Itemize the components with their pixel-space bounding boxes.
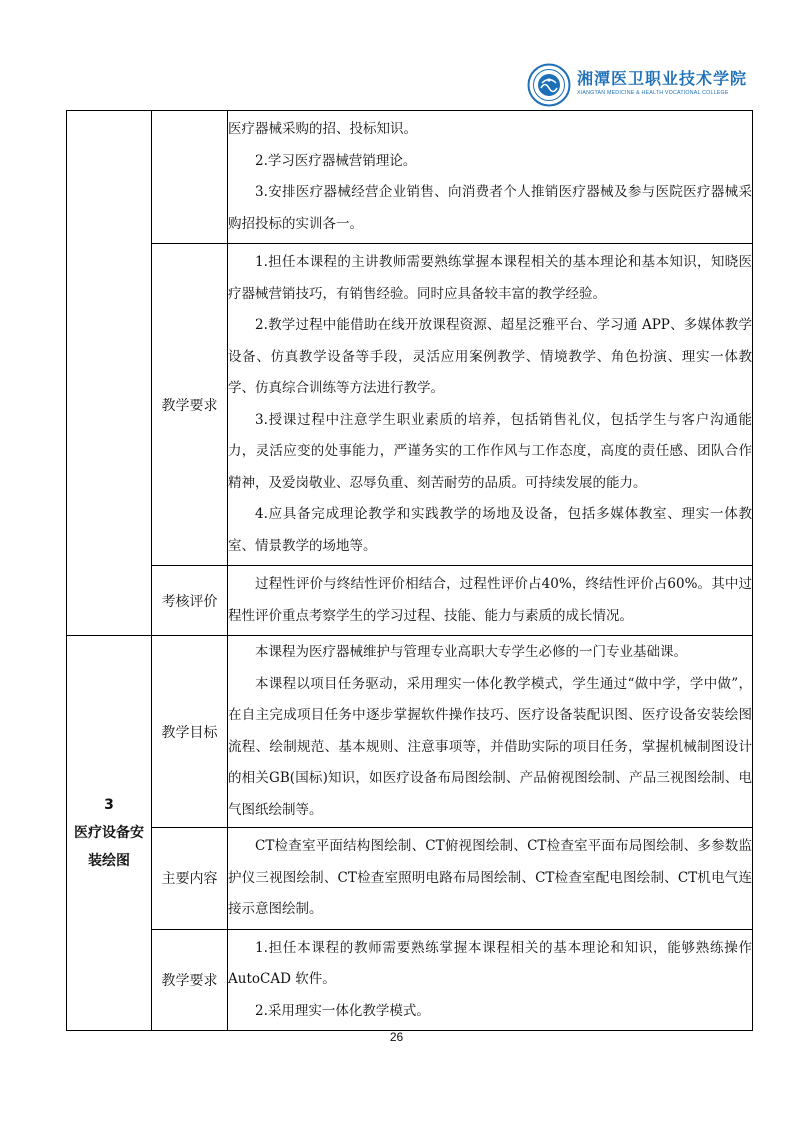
- paragraph: 医疗器械采购的招、投标知识。: [228, 121, 417, 137]
- paragraph: 3.安排医疗器械经营企业销售、向消费者个人推销医疗器械及参与医院医疗器械采购招投标的实训各一。: [228, 184, 752, 232]
- table-row: [67, 111, 753, 244]
- table-row: [67, 566, 753, 636]
- teaching-requirements-label: 教学要求: [152, 244, 228, 566]
- main-content-label: 主要内容: [152, 828, 228, 930]
- course-2-cell: [67, 111, 152, 636]
- continued-content-cell: [228, 111, 753, 244]
- course-name-line-1: 医疗设备安: [74, 825, 144, 841]
- logo-english-name: XIANGTAN MEDICINE & HEALTH VOCATIONAL COLLEGE: [577, 90, 729, 96]
- main-content-text: [228, 828, 753, 930]
- teaching-requirements-content: [228, 929, 753, 1031]
- paragraph: 本课程为医疗器械维护与管理专业高职大专学生必修的一门专业基础课。: [255, 644, 687, 660]
- table-row: [67, 929, 753, 1031]
- logo-chinese-name: 湘潭医卫职业技术学院: [577, 69, 748, 88]
- table-row: [67, 244, 753, 566]
- teaching-objectives-content: [228, 636, 753, 828]
- paragraph: 2.学习医疗器械营销理论。: [255, 152, 417, 169]
- teaching-objectives-label: 教学目标: [152, 636, 228, 828]
- assessment-label: 考核评价: [152, 566, 228, 636]
- paragraph: 4.应具备完成理论教学和实践教学的场地及设备，包括多媒体教室、理实一体教室、情景教学的场地等。: [228, 506, 752, 554]
- paragraph: 2.教学过程中能借助在线开放课程资源、超星泛雅平台、学习通 APP、多媒体教学设备、仿真教学设备等手段，灵活应用案例教学、情境教学、角色扮演、理实一体教学、仿真综合训练等方法进行教学。: [228, 317, 752, 396]
- paragraph: CT检查室平面结构图绘制、CT俯视图绘制、CT检查室平面布局图绘制、多参数监护仪三视图绘制、CT检查室照明电路布局图绘制、CT检查室配电图绘制、CT机电气连接示意图绘制。: [228, 838, 752, 917]
- paragraph: 3.授课过程中注意学生职业素质的培养，包括销售礼仪，包括学生与客户沟通能力，灵活应变的处事能力，严谨务实的工作作风与工作态度，高度的责任感、团队合作精神，及爱岗敬业、忍辱负重、刻苦耐劳的品质。可持续发展的能力。: [228, 411, 752, 491]
- college-logo: [527, 63, 747, 107]
- table-row: [67, 828, 753, 930]
- teaching-requirements-content: [228, 244, 753, 566]
- paragraph: 1.担任本课程的教师需要熟练掌握本课程相关的基本理论和知识，能够熟练操作 AutoCAD 软件。: [228, 939, 752, 987]
- paragraph: 过程性评价与终结性评价相结合，过程性评价占40%，终结性评价占60%。其中过程性评价重点考察学生的学习过程、技能、能力与素质的成长情况。: [228, 576, 752, 624]
- table-row: [67, 636, 753, 828]
- paragraph: 本课程以项目任务驱动，采用理实一体化教学模式，学生通过“做中学，学中做”，在自主完成项目任务中逐步掌握软件操作技巧、医疗设备装配识图、医疗设备安装绘图流程、绘制规范、基本规则、注意事项等，并借助实际的项目任务，掌握机械制图设计的相关GB(国标)知识，如医疗设备布局图绘制、产品俯视图绘制、产品三视图绘制、电气图纸绘制等。: [228, 675, 752, 818]
- course-3-cell: [67, 636, 152, 1031]
- page-number: 26: [389, 1030, 404, 1044]
- paragraph: 2.采用理实一体化教学模式。: [255, 1002, 430, 1019]
- teaching-requirements-label: 教学要求: [152, 929, 228, 1031]
- continued-label-cell: [152, 111, 228, 244]
- assessment-content: [228, 566, 753, 636]
- college-seal-icon: [527, 63, 571, 107]
- paragraph: 1.担任本课程的主讲教师需要熟练掌握本课程相关的基本理论和基本知识，知晓医疗器械营销技巧，有销售经验。同时应具备较丰富的教学经验。: [228, 254, 752, 302]
- course-name-line-2: 装绘图: [88, 853, 130, 869]
- course-number: 3: [104, 797, 114, 813]
- curriculum-table: [66, 110, 753, 1031]
